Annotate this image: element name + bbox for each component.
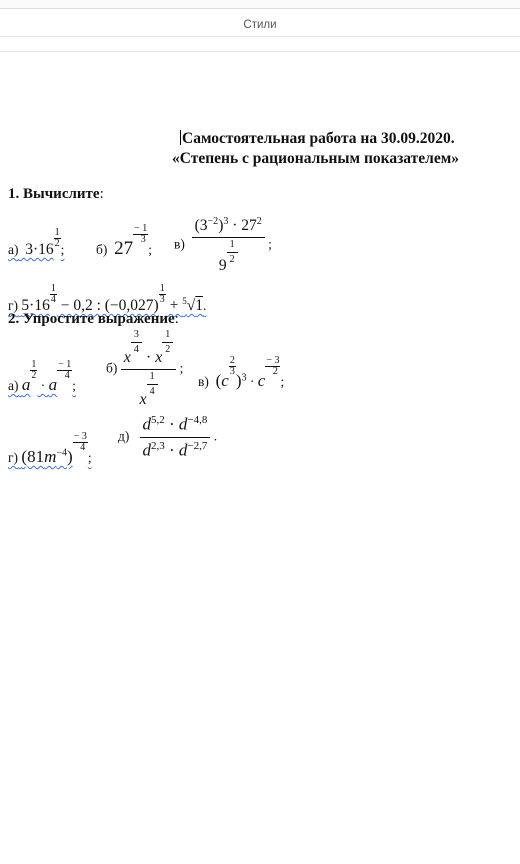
text-cursor: [180, 130, 181, 145]
task-1a: [8, 228, 64, 259]
task-1v: в) $(3^{-2})^3 \cdot 27^2$ 9 $\frac{1}{2}$ ;: [174, 216, 272, 275]
task-2d: д) $\frac{d^{5,2} \cdot d^{-4,8}}{d^{2,3} \cdot d^{-2,7}}$ .: [118, 414, 218, 460]
ruler-divider: [0, 51, 520, 52]
task-1a-expression: а) 3·16 $\frac{1}{2}$ ;: [8, 227, 65, 258]
ribbon-divider: [0, 36, 520, 37]
task-2g-expression: г) $(81m^{-4})$ $\frac{- 3}{4}$ ;: [8, 431, 92, 466]
task-1b: б) 27 $\frac{- 1}{3}$ ;: [96, 223, 153, 259]
fraction-1v: $(3^{-2})^3 \cdot 27^2$ 9 $\frac{1}{2}$: [192, 216, 265, 275]
doc-title-line-1: Самостоятельная работа на 30.09.2020.: [182, 130, 455, 147]
ribbon-bar: [0, 0, 520, 52]
section-1-heading: 1. Вычислите:: [8, 186, 104, 202]
section-2-heading: 2. Упростите выражение:: [8, 311, 179, 327]
exponent-1-2: $\frac{1}{2}$: [54, 227, 60, 249]
task-2g: [8, 432, 92, 467]
task-2b: б) x $\frac{3}{4}$ · x $\frac{1}{2}$ x $\frac{1}{4}$ ;: [106, 329, 184, 408]
doc-title-line-2: «Степень с рациональным показателем»: [172, 150, 460, 167]
fraction-2b: x $\frac{3}{4}$ · x $\frac{1}{2}$ x $\frac{1}{4}$: [121, 330, 177, 409]
task-2a-expression: а) a $\frac{1}{2}$ · a $\frac{- 1}{4}$ ;: [8, 359, 77, 394]
task-2a: [8, 360, 76, 395]
fraction-2d: $\frac{d^{5,2} \cdot d^{-4,8}}{d^{2,3} \cdot d^{-2,7}}$: [140, 414, 211, 460]
ribbon-top-strip: [0, 0, 520, 9]
exponent-minus-1-3: $\frac{- 1}{3}$: [134, 223, 148, 245]
styles-group-label[interactable]: Стили: [243, 19, 277, 31]
task-2v: в) (c $\frac{2}{3}$ )$^3$ · c $\frac{- 3}{2}$ ;: [198, 355, 285, 390]
task-1g-expression: г) 5·16 $\frac{1}{4}$ − 0,2 : (−0,027) $\frac{1}{3}$ + $^5$√1.: [8, 283, 207, 314]
